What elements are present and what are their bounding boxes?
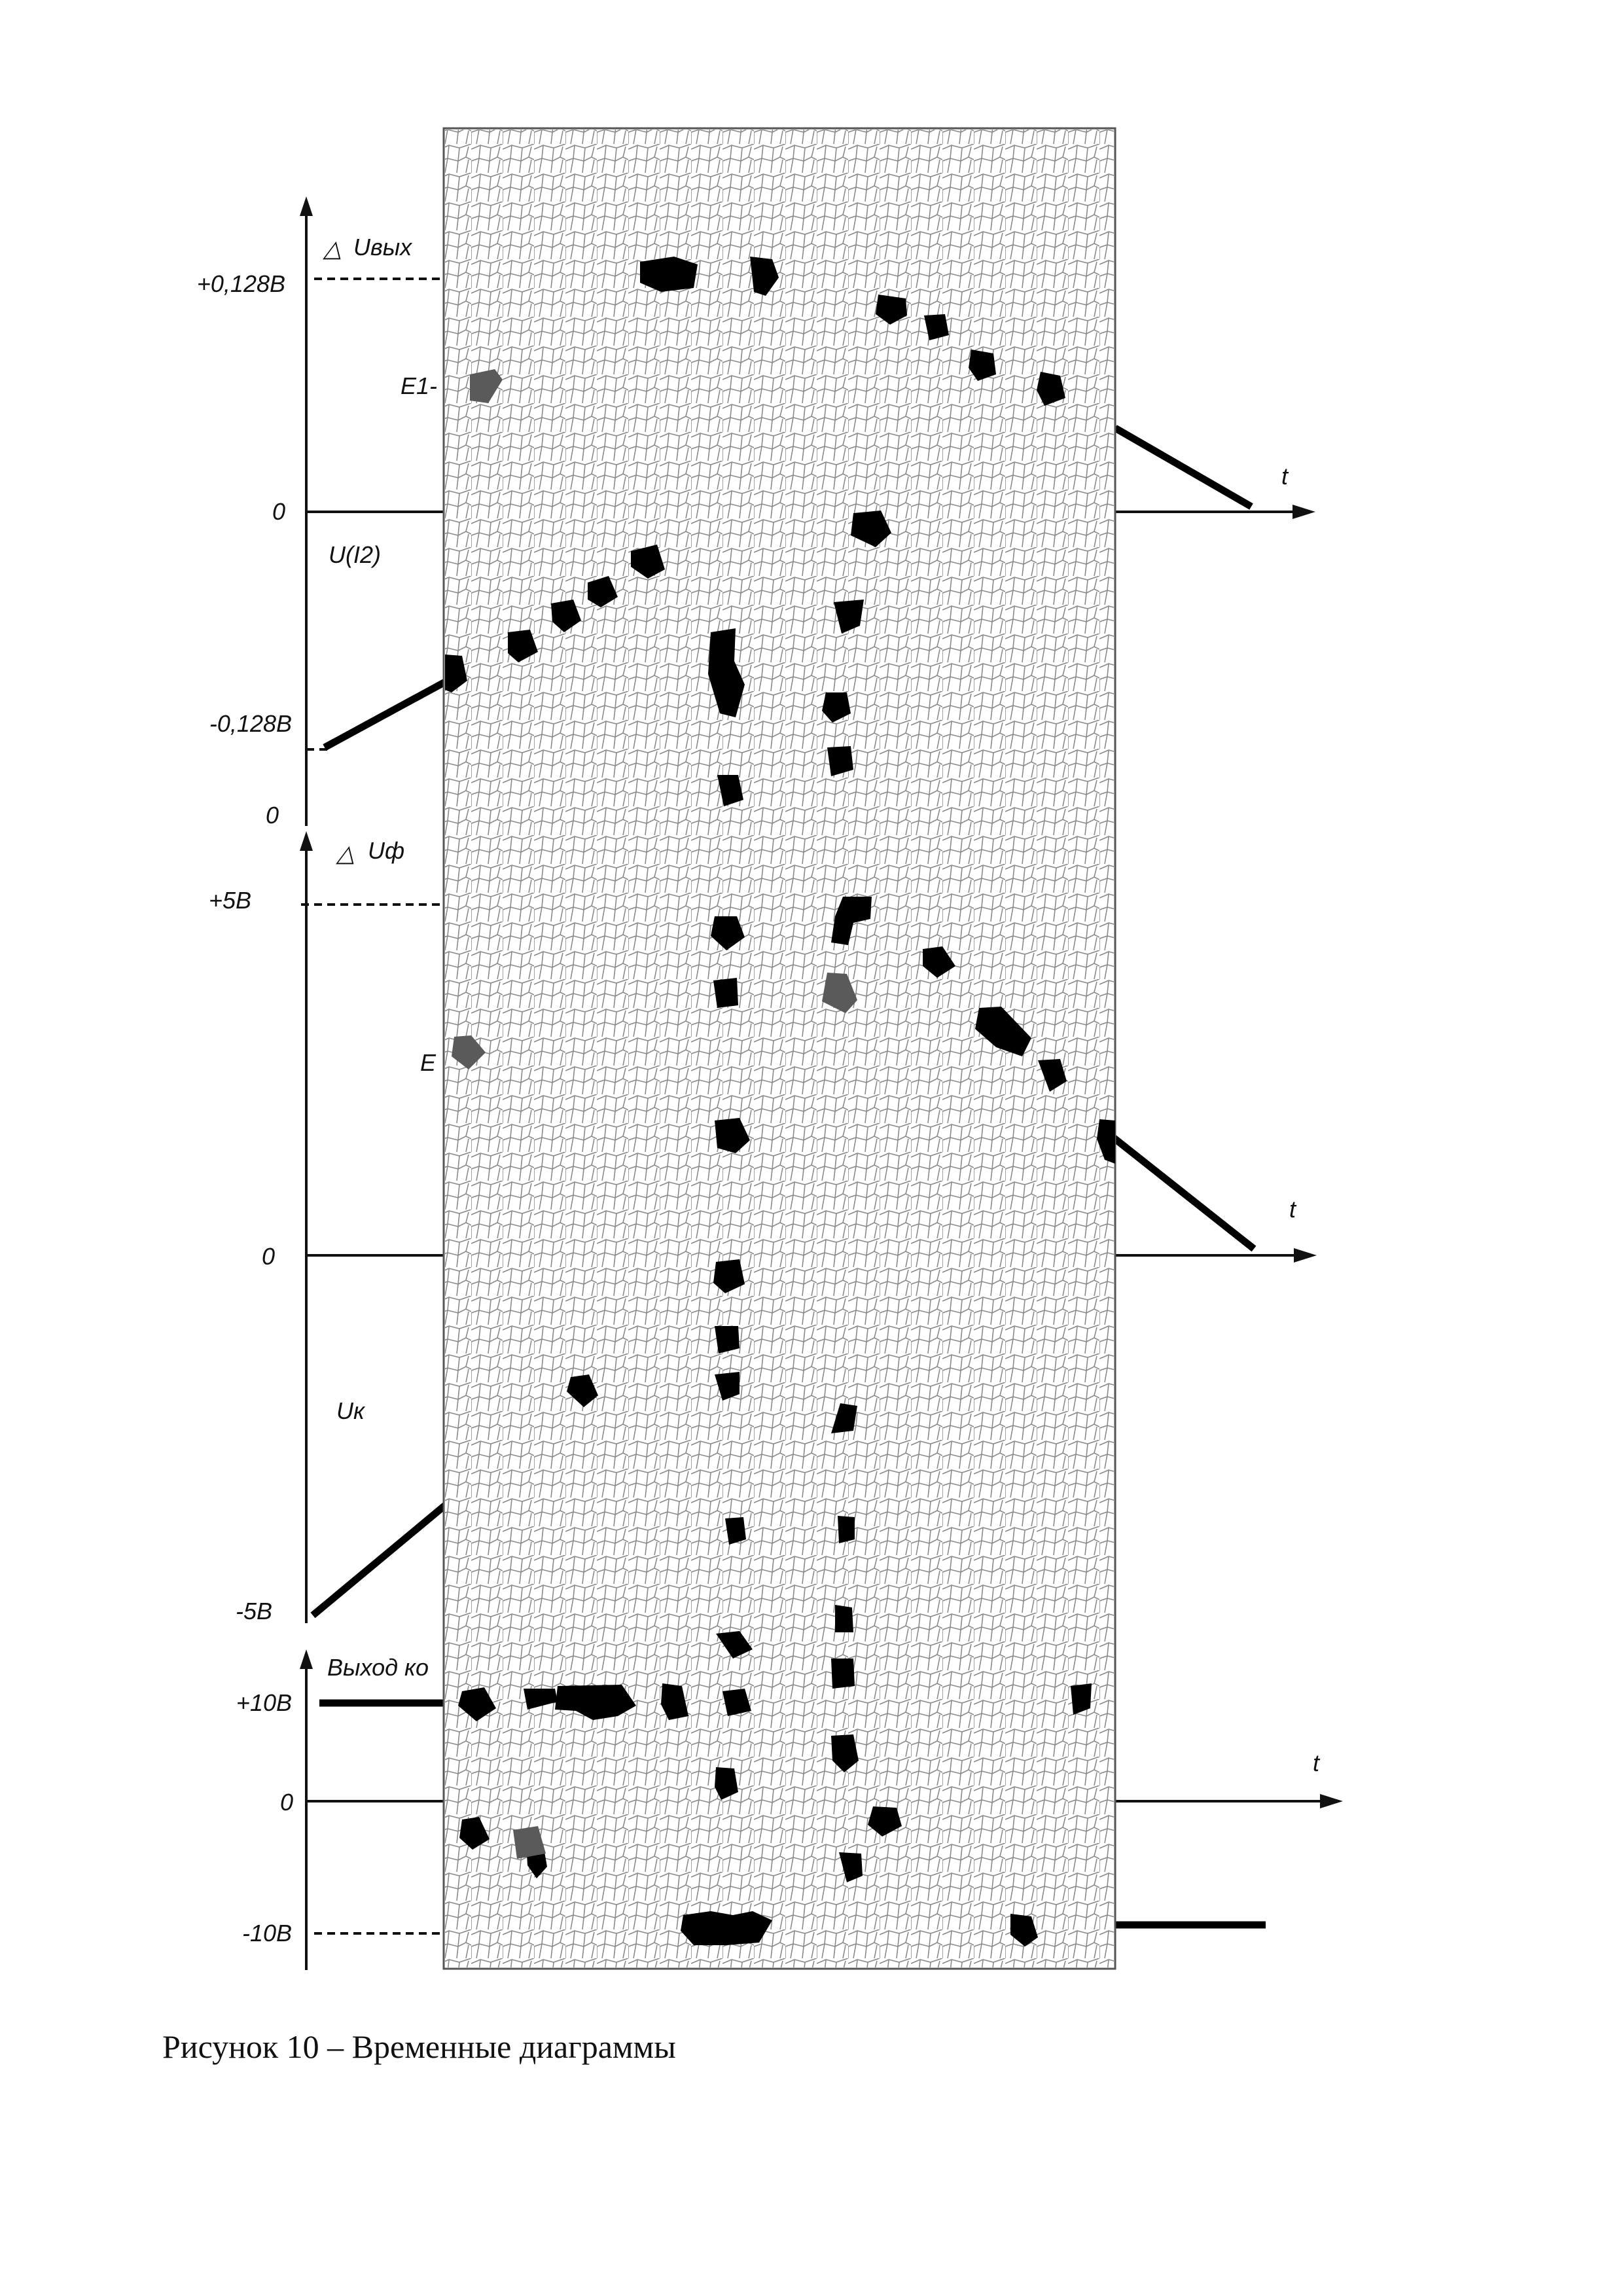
panel-1-marker-label: E1- [401,372,438,399]
panel-1-signal-right [1115,428,1251,507]
panel-2-signal-left [313,1505,445,1615]
panel-3-y-arrow-icon [300,1649,313,1669]
panel-1-signal-left [325,682,445,747]
panel-3-tick-bottom: -10В [241,1920,292,1946]
panel-1-secondary-label: U(I2) [329,541,381,568]
cell-blob [838,1516,855,1543]
panel-3-tick-top: +10В [236,1689,292,1716]
figure-caption: Рисунок 10 – Временные диаграммы [162,2028,676,2065]
panel-1-delta-icon: △ [323,235,342,262]
panel-2-t-label: t [1289,1196,1296,1223]
panel-2-marker-label: E [420,1049,437,1076]
panel-3-tick-zero: 0 [279,1789,293,1816]
panel-2-delta-icon: △ [336,840,355,867]
panel-2-signal-right [1103,1130,1254,1249]
panel-2-tick-zero: 0 [261,1243,275,1270]
panel-1-y-arrow-icon [300,196,313,216]
panel-1-t-arrow-icon [1293,505,1315,519]
panel-3-t-label: t [1313,1749,1320,1776]
cell-blob [835,1605,853,1632]
panel-2-secondary-label: Uк [336,1397,365,1424]
panel-1-tick-zero: 0 [272,498,285,525]
panel-1-tick-top: +0,128В [196,270,285,297]
panel-2-tick-bottom: -5В [235,1598,272,1624]
panel-1-tick-bottom: -0,128В [209,710,292,737]
panel-2-t-arrow-icon [1294,1248,1317,1263]
cell-overlay [444,128,1115,1969]
panel-2-signal-label: Uф [368,837,405,864]
cell-blob [681,1911,772,1945]
panel-3-signal-label: Выход ко [327,1654,429,1681]
panel-2-y-arrow-icon [300,831,313,851]
cell-blob [713,978,738,1008]
cell-blob [831,1659,855,1689]
panel-3-t-arrow-icon [1320,1794,1343,1808]
panel-1-t-label: t [1281,463,1289,490]
panel-2-tick-top: +5В [208,887,251,914]
panel-1-signal-label: Uвых [353,234,412,260]
panel-2-top-zero: 0 [265,802,279,829]
